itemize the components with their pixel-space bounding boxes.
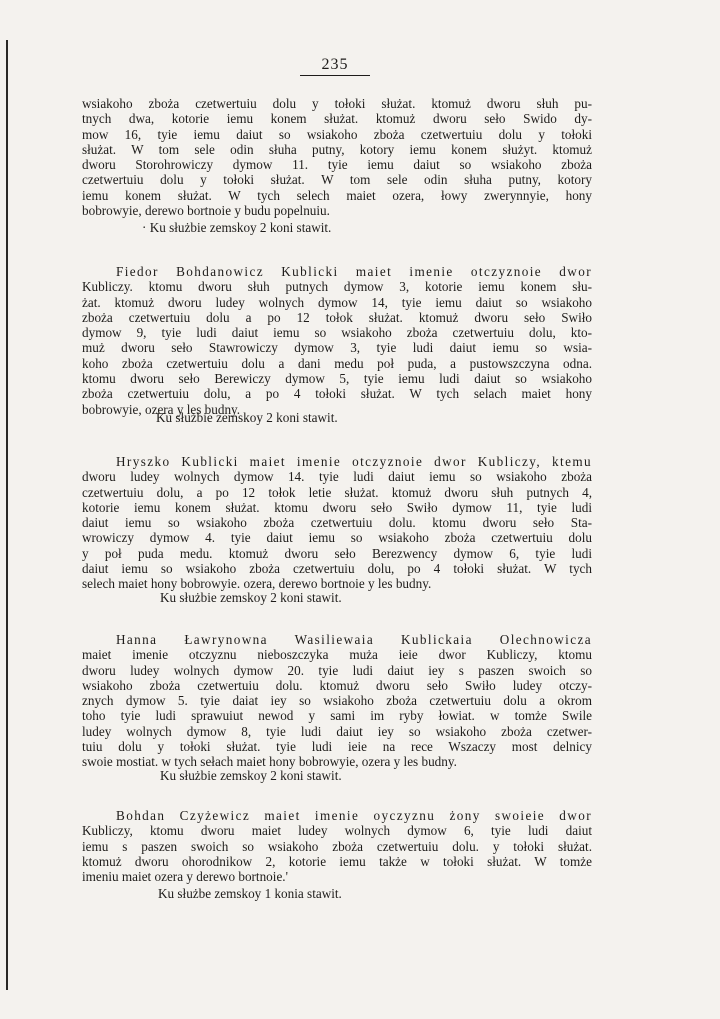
entry-1-line: dworu Storohrowiczy dymow 11. tyie iemu daiut so wsiakoho zboża — [82, 157, 592, 173]
entry-2-line: ktomu dworu seło Berewiczy dymow 5, tyie iemu ludi daiut so wsiakoho — [82, 371, 592, 387]
entry-1-line: bobrowyie, derewo bortnoie y budu popelnuiu. — [82, 203, 330, 219]
entry-3-line: kotorie iemu konem służat. ktomu dworu seło Swiło dymow 11, tyie ludi — [82, 499, 592, 515]
entry-4-line: maiet imenie otczyznu nieboszczyka muża ieie dwor Kubliczy, ktomu — [82, 647, 592, 663]
page-number: 235 — [321, 56, 349, 73]
entry-3-line: selech maiet hony bobrowyie. ozera, derewo bortnoie y les budny. — [82, 576, 432, 592]
entry-4-line: wsiakoho zboża czetwertuiu dolu. ktomuż dworu seło Swiło ludey otczy- — [82, 677, 592, 693]
entry-1-line: mow 16, tyie iemu daiut so wsiakoho zboża czetwertuiu dolu y tołoki — [82, 126, 592, 142]
entry-3-line: dworu ludey wolnych dymow 14. tyie ludi daiut iemu so wsiakoho zboża — [82, 469, 592, 485]
entry-2-line: Kubliczy. ktomu dworu słuh putnych dymow 3, kotorie iemu konem słu- — [82, 279, 592, 295]
entry-5-line: imeniu maiet ozera y derewo bortnoie.' — [82, 869, 288, 885]
entry-4-line: swoie mostiat. w tych sełach maiet hony bobrowyie, ozera y les budny. — [82, 754, 457, 770]
entry-5-service: Ku służbe zemskoy 1 konia stawit. — [158, 886, 342, 901]
entry-2-service: Ku służbie zemskoy 2 koni stawit. — [156, 410, 338, 425]
entry-3-line: daiut iemu so wsiakoho zboża czetwertuiu dolu. ktomu dworu seło Sta- — [82, 515, 592, 531]
entry-2-line: zboża czetwertuiu dolu a po 12 tołok służat. ktomuż dworu seło Swiło — [82, 309, 592, 325]
entry-1-line: iemu konem służat. W tych selech maiet ozera, łowy zwerynnyie, hony — [82, 187, 592, 203]
entry-5-line: iemu s paszen swoich so wsiakoho zboża czetwertuiu dolu. y tołoki służat. — [82, 838, 592, 854]
entry-3-text — [82, 454, 592, 592]
entry-3-line: y poł puda medu. ktomuż dworu seło Berezwency dymow 6, tyie ludi — [82, 545, 592, 561]
entry-2-text — [82, 264, 592, 417]
entry-4-line: Hanna Ławrynowna Wasiliewaia Kublickaia Olechnowicza — [116, 632, 592, 647]
entry-3-line: wrowiczy dymow 4. tyie daiut iemu so wsiakoho zboża czetwertuiu dolu — [82, 530, 592, 546]
entry-2-line: dymow 9, tyie ludi daiut iemu so wsiakoho zboża czetwertuiu dolu, kto- — [82, 325, 592, 341]
entry-2-line: zboża czetwertuiu dolu, a po 4 tołoki służat. W tych selach maiet hony — [82, 386, 592, 402]
entry-1-line: tnych dwa, kotorie iemu konem służat. ktomuż dworu seło Swido dy- — [82, 111, 592, 127]
entry-4-text — [82, 632, 592, 770]
entry-1-line: wsiakoho zboża czetwertuiu dolu y tołoki służat. ktomuż dworu słuh pu- — [82, 96, 592, 111]
entry-3-line: czetwertuiu dolu, a po 12 tołok letie służat. ktomuż dworu słuh putnych 4, — [82, 484, 592, 500]
page-number-rule — [300, 75, 370, 76]
entry-5-line: ktomuż dworu ohorodnikow 2, kotorie iemu także w tołoki służat. W tomże — [82, 853, 592, 869]
page-scan-edge — [6, 40, 8, 990]
entry-5-line: Kubliczy, ktomu dworu maiet ludey wolnych dymow 6, tyie ludi daiut — [82, 823, 592, 839]
entry-4-line: ludey wolnych dymow 8, tyie ludi daiut iey so wsiakoho zboża czetwer- — [82, 723, 592, 739]
entry-1-line: służat. W tom sele odin słuha putny, kotory iemu konem służyt. ktomuż — [82, 141, 592, 157]
entry-5-text — [82, 808, 592, 884]
entry-2-line: Fiedor Bohdanowicz Kublicki maiet imenie otczyznoie dwor — [116, 264, 592, 279]
entry-4-service: Ku służbie zemskoy 2 koni stawit. — [160, 768, 342, 783]
entry-2-line: muż dworu seło Stawrowiczy dymow 3, tyie ludi daiut iemu so wsia- — [82, 340, 592, 356]
entry-1-text — [82, 96, 592, 218]
entry-3-line: Hryszko Kublicki maiet imenie otczyznoie dwor Kubliczy, ktemu — [116, 454, 592, 469]
entry-4-line: toho tyie ludi sprawuiut newod y sami im ryby łowiat. w tomże Swile — [82, 708, 592, 724]
entry-1-service: · Ku służbie zemskoy 2 koni stawit. — [142, 220, 332, 235]
entry-3-line: daiut iemu so wsiakoho zboża czetwertuiu dolu, po 4 tołoki służat. W tych — [82, 561, 592, 577]
entry-3-service: Ku służbie zemskoy 2 koni stawit. — [160, 590, 342, 605]
entry-1-line: czetwertuiu dolu y tołoki służat. W tom sele odin słuha putny, kotory — [82, 172, 592, 188]
entry-4-line: znych dymow 5. tyie daiat iey so wsiakoho zboża czetwertuiu dolu a okrom — [82, 693, 592, 709]
entry-2-line: bobrowyie, ozera y les budny. — [82, 401, 241, 417]
entry-4-line: dworu ludey wolnych dymow 20. tyie ludi daiut iey s paszen swoich so — [82, 662, 592, 678]
entry-5-line: Bohdan Czyżewicz maiet imenie oyczyznu żony swoieie dwor — [116, 808, 592, 823]
entry-4-line: tuiu dolu y tołoki służat. tyie ludi ieie na rece Wszaczy most delnicy — [82, 739, 592, 755]
entry-2-line: żat. ktomuż dworu ludey wolnych dymow 14, tyie iemu daiut so wsiakoho — [82, 294, 592, 310]
entry-2-line: koho zboża czetwertuiu dolu a dani medu poł puda, a pustowszczyna odna. — [82, 355, 592, 371]
